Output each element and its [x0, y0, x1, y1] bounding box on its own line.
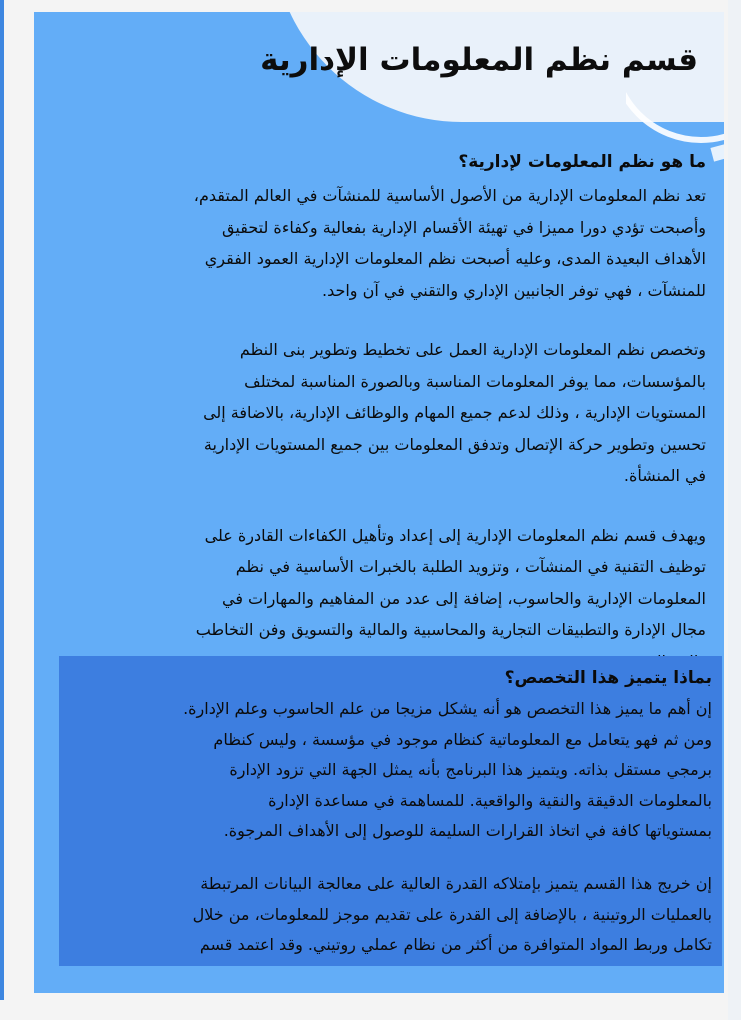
paragraph [72, 869, 712, 961]
paragraph [56, 520, 706, 678]
text-line: بالمؤسسات، مما يوفر المعلومات المناسبة وبالصورة المناسبة لمختلف [244, 371, 706, 391]
paragraph [72, 694, 712, 847]
text-line: ويهدف قسم نظم المعلومات الإدارية إلى إعداد وتأهيل الكفاءات القادرة على [204, 525, 706, 545]
paragraph [56, 180, 706, 306]
text-line: للمنشآت ، فهي توفر الجانبين الإداري والتقني في آن واحد. [321, 280, 706, 300]
paragraph [56, 334, 706, 492]
text-line: إن خريج هذا القسم يتميز بإمتلاكه القدرة العالية على معالجة البيانات المرتبطة [200, 873, 712, 893]
text-line: وتخصص نظم المعلومات الإدارية العمل على تخطيط وتطوير بنى النظم [239, 340, 706, 359]
text-line: بمستوياتها كافة في اتخاذ القرارات السليمة للوصول إلى الأهداف المرجوة. [223, 821, 712, 841]
page-title: قسم نظم المعلومات الإدارية [260, 42, 698, 78]
text-line: تحسين وتطوير حركة الإتصال وتدفق المعلومات بين جميع المستويات الإدارية [203, 434, 706, 454]
text-line: بالعمليات الروتينية ، بالإضافة إلى القدرة على تقديم موجز للمعلومات، من خلال [192, 904, 712, 924]
text-line: تعد نظم المعلومات الإدارية من الأصول الأساسية للمنشآت في العالم المتقدم، [193, 186, 706, 205]
page-right-margin [728, 0, 741, 1020]
text-line: المستويات الإدارية ، وذلك لدعم جميع المهام والوظائف الإدارية، بالاضافة إلى [203, 403, 706, 422]
text-line: توظيف التقنية في المنشآت ، وتزويد الطلبة بالخبرات الأساسية في نظم [235, 557, 706, 576]
section-heading: بماذا يتميز هذا التخصص؟ [504, 668, 712, 688]
text-line: إن أهم ما يميز هذا التخصص هو أنه يشكل مزيجا من علم الحاسوب وعلم الإدارة. [183, 699, 712, 718]
text-line: في المنشأة. [623, 466, 706, 485]
section-heading: ما هو نظم المعلومات لإدارية؟ [458, 152, 706, 172]
text-line: وأصبحت تؤدي دورا مميزا في تهيئة الأقسام الإدارية بفعالية وكفاءة لتحقيق [222, 217, 706, 237]
section-what-is-mis [56, 148, 706, 705]
text-line: مجال الإدارة والتطبيقات التجارية والمحاسبية والمالية والتسويق وفن التخاطب [195, 620, 706, 639]
text-line: برمجي مستقل بذاته. ويتميز هذا البرنامج بأنه يمثل الجهة التي تزود الإدارة [229, 760, 712, 780]
text-line: المعلومات الإدارية والحاسوب، إضافة إلى عدد من المفاهيم والمهارات في [221, 588, 706, 608]
section-why-specialty [72, 664, 712, 983]
text-line: بالمعلومات الدقيقة والنقية والواقعية. للمساهمة في مساعدة الإدارة [268, 790, 712, 810]
text-line: تكامل وربط المواد المتوافرة من أكثر من نظام عملي روتيني. وقد اعتمد قسم [199, 935, 712, 955]
text-line: الأهداف البعيدة المدى، وعليه أصبحت نظم المعلومات الإدارية العمود الفقري [204, 249, 706, 268]
left-edge-rule [0, 0, 4, 1000]
text-line: ومن ثم فهو يتعامل مع المعلوماتية كنظام موجود في مؤسسة ، وليس كنظام [213, 729, 712, 749]
